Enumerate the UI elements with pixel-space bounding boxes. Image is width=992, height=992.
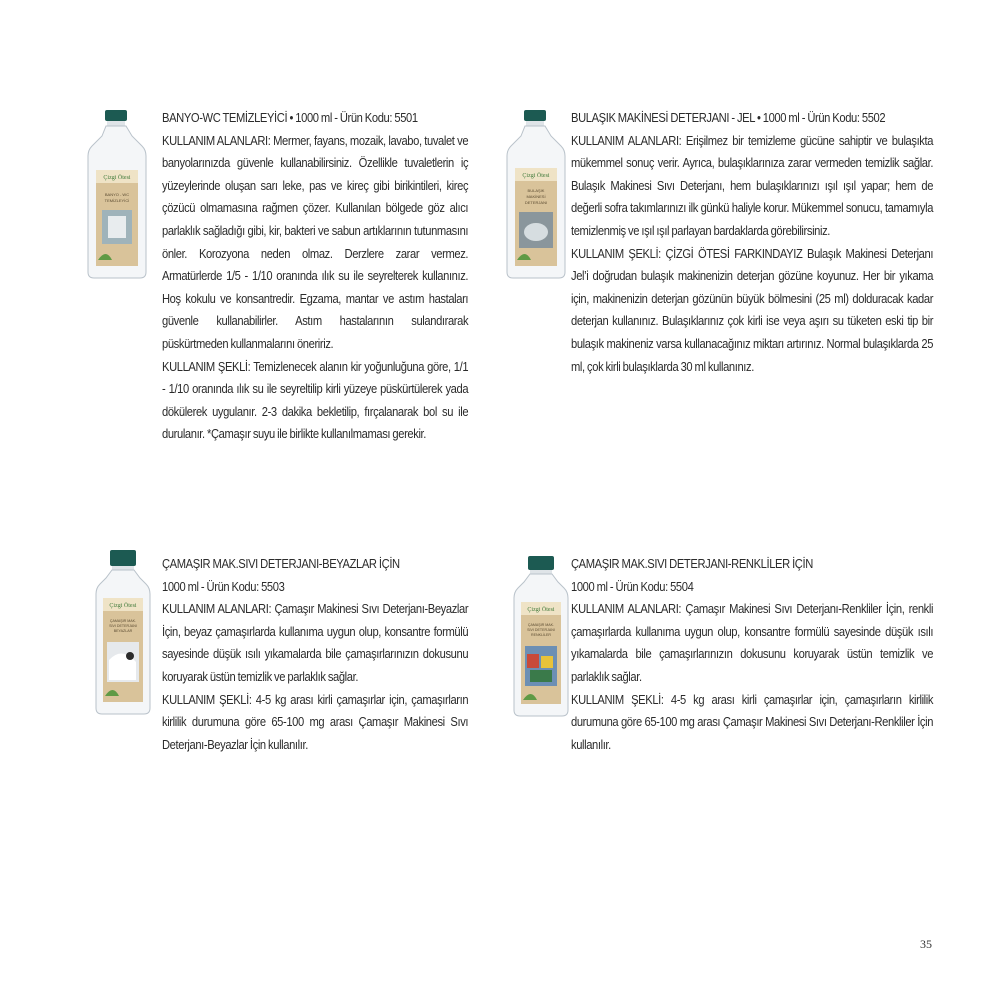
svg-text:SIVI DETERJANI: SIVI DETERJANI [527,628,555,632]
page-number: 35 [920,937,932,951]
brand-logo: Çizgi Ötesi [522,173,550,179]
product-subtitle: 1000 ml - Ürün Kodu: 5504 [571,578,694,594]
bottle-image [512,556,570,718]
svg-text:RENKLİLER: RENKLİLER [531,633,551,637]
product-title: BULAŞIK MAKİNESİ DETERJANI - JEL • 1000 ml - Ürün Kodu: 5502 [571,110,886,125]
svg-text:ÇAMAŞIR MAK.: ÇAMAŞIR MAK. [527,623,555,627]
usage-areas: KULLANIM ALANLARI: Erişilmez bir temizleme gücüne sahiptir ve bulaşıkta mükemmel sonuç verir. Ayrıca, bulaşıklarınıza zarar vermeden temizlik sağlar. Bulaşık Makinesi Sıvı Deterjanı, hem bulaşıklarınızı ışıl ışıl yapar; hem de değerli sofra takımlarınızı ilk günkü haliyle korur. Mükemmel sonucu, tamamıyla temizlenmiş ve ışıl ışıl parlayan bardaklarda görebilirsiniz. [571,132,934,238]
bottle-image [86,110,150,280]
bottle-image [505,110,569,280]
product-title: ÇAMAŞIR MAK.SIVI DETERJANI-RENKLİLER İÇİN [571,556,813,571]
svg-text:TEMİZLEYİCİ: TEMİZLEYİCİ [104,198,130,203]
brand-logo: Çizgi Ötesi [103,175,131,181]
svg-text:ÇAMAŞIR MAK.: ÇAMAŞIR MAK. [109,619,137,623]
usage-method: KULLANIM ŞEKLİ: 4-5 kg arası kirli çamaşırlar için, çamaşırların kirlilik durumuna göre 65-100 mg arası Çamaşır Makinesi Sıvı Deterjanı-Beyazlar İçin kullanılır. [162,691,469,752]
product-title: ÇAMAŞIR MAK.SIVI DETERJANI-BEYAZLAR İÇİN [162,556,400,571]
usage-method: KULLANIM ŞEKLİ: Temizlenecek alanın kir yoğunluğuna göre, 1/1 - 1/10 oranında ılık su ile seyreltilip kirli yüzeye püskürtülerek yada dökülerek uygulanır. 2-3 dakika bekletilip, fırçalanarak bol su ile durulanır. *Çamaşır suyu ile birlikte kullanılmaması gerekir. [162,358,469,442]
svg-text:DETERJANI: DETERJANI [524,200,548,205]
svg-text:BANYO - WC: BANYO - WC [104,192,130,197]
product-title: BANYO-WC TEMİZLEYİCİ • 1000 ml - Ürün Kodu: 5501 [162,110,418,125]
brand-logo: Çizgi Ötesi [109,603,137,609]
bottle-image [94,550,152,716]
svg-text:SIVI DETERJANI: SIVI DETERJANI [109,624,137,628]
product-subtitle: 1000 ml - Ürün Kodu: 5503 [162,578,285,594]
svg-text:BULAŞIK: BULAŞIK [527,188,545,193]
usage-areas: KULLANIM ALANLARI: Çamaşır Makinesi Sıvı Deterjanı-Renkliler İçin, renkli çamaşırlarda kullanıma uygun olup, konsantre formülü sayesinde düşük ısılı yıkamalarda bile çamaşırlarınızın dokusunu koruyarak üstün temizlik ve parlaklık sağlar. [571,601,934,684]
svg-text:BEYAZLAR: BEYAZLAR [113,629,133,633]
usage-areas: KULLANIM ALANLARI: Mermer, fayans, mozaik, lavabo, tuvalet ve banyolarınızda güvenle kullanabilirsiniz. Özellikle tuvaletlerin iç yüzeylerinde oluşan sarı leke, pas ve kireç gibi birikintileri, kireç çözücü olmamasına rağmen çözer. Kullanılan bölgede göz alıcı parlaklık sağladığı gibi, kir, bakteri ve sabun artıklarının tutunmasını önler. Korozyona neden olmaz. Derzlere zarar vermez. Armatürlerde 1/5 - 1/10 oranında ılık su ile seyrelterek kullanınız. Hoş kokulu ve konsantredir. Egzama, mantar ve astım hastaları güvenle kullanabilirler. Astım hastalarının sulandırarak püskürtmeden kullanmalarını öneririz. [162,132,469,351]
usage-areas: KULLANIM ALANLARI: Çamaşır Makinesi Sıvı Deterjanı-Beyazlar İçin, beyaz çamaşırlarda kullanıma uygun olup, konsantre formülü sayesinde düşük ısılı yıkamalarda bile çamaşırlarınızın dokusunu koruyarak üstün temizlik ve parlaklık sağlar. [162,601,469,684]
usage-method: KULLANIM ŞEKLİ: ÇİZGİ ÖTESİ FARKINDAYIZ Bulaşık Makinesi Deterjanı Jel’i doğrudan bulaşık makinenizin deterjan gözüne koyunuz. Her bir yıkama için, makinenizin deterjan gözünün büyük bölmesini (25 ml) dolduracak kadar deterjan kullanınız. Bulaşıklarınız çok kirli ise veya aşırı su tüketen eski tip bir bulaşık makineniz varsa kullanacağınız miktarı artırınız. Normal bulaşıklarda 25 ml, çok kirli bulaşıklarda 30 ml kullanınız. [571,245,934,374]
brand-logo: Çizgi Ötesi [527,607,555,613]
svg-text:MAKİNESİ: MAKİNESİ [526,194,546,199]
usage-method: KULLANIM ŞEKLİ: 4-5 kg arası kirli çamaşırlar için, çamaşırların kirlilik durumuna göre 65-100 mg arası Çamaşır Makinesi Sıvı Deterjanı-Renkliler İçin kullanılır. [571,691,934,752]
